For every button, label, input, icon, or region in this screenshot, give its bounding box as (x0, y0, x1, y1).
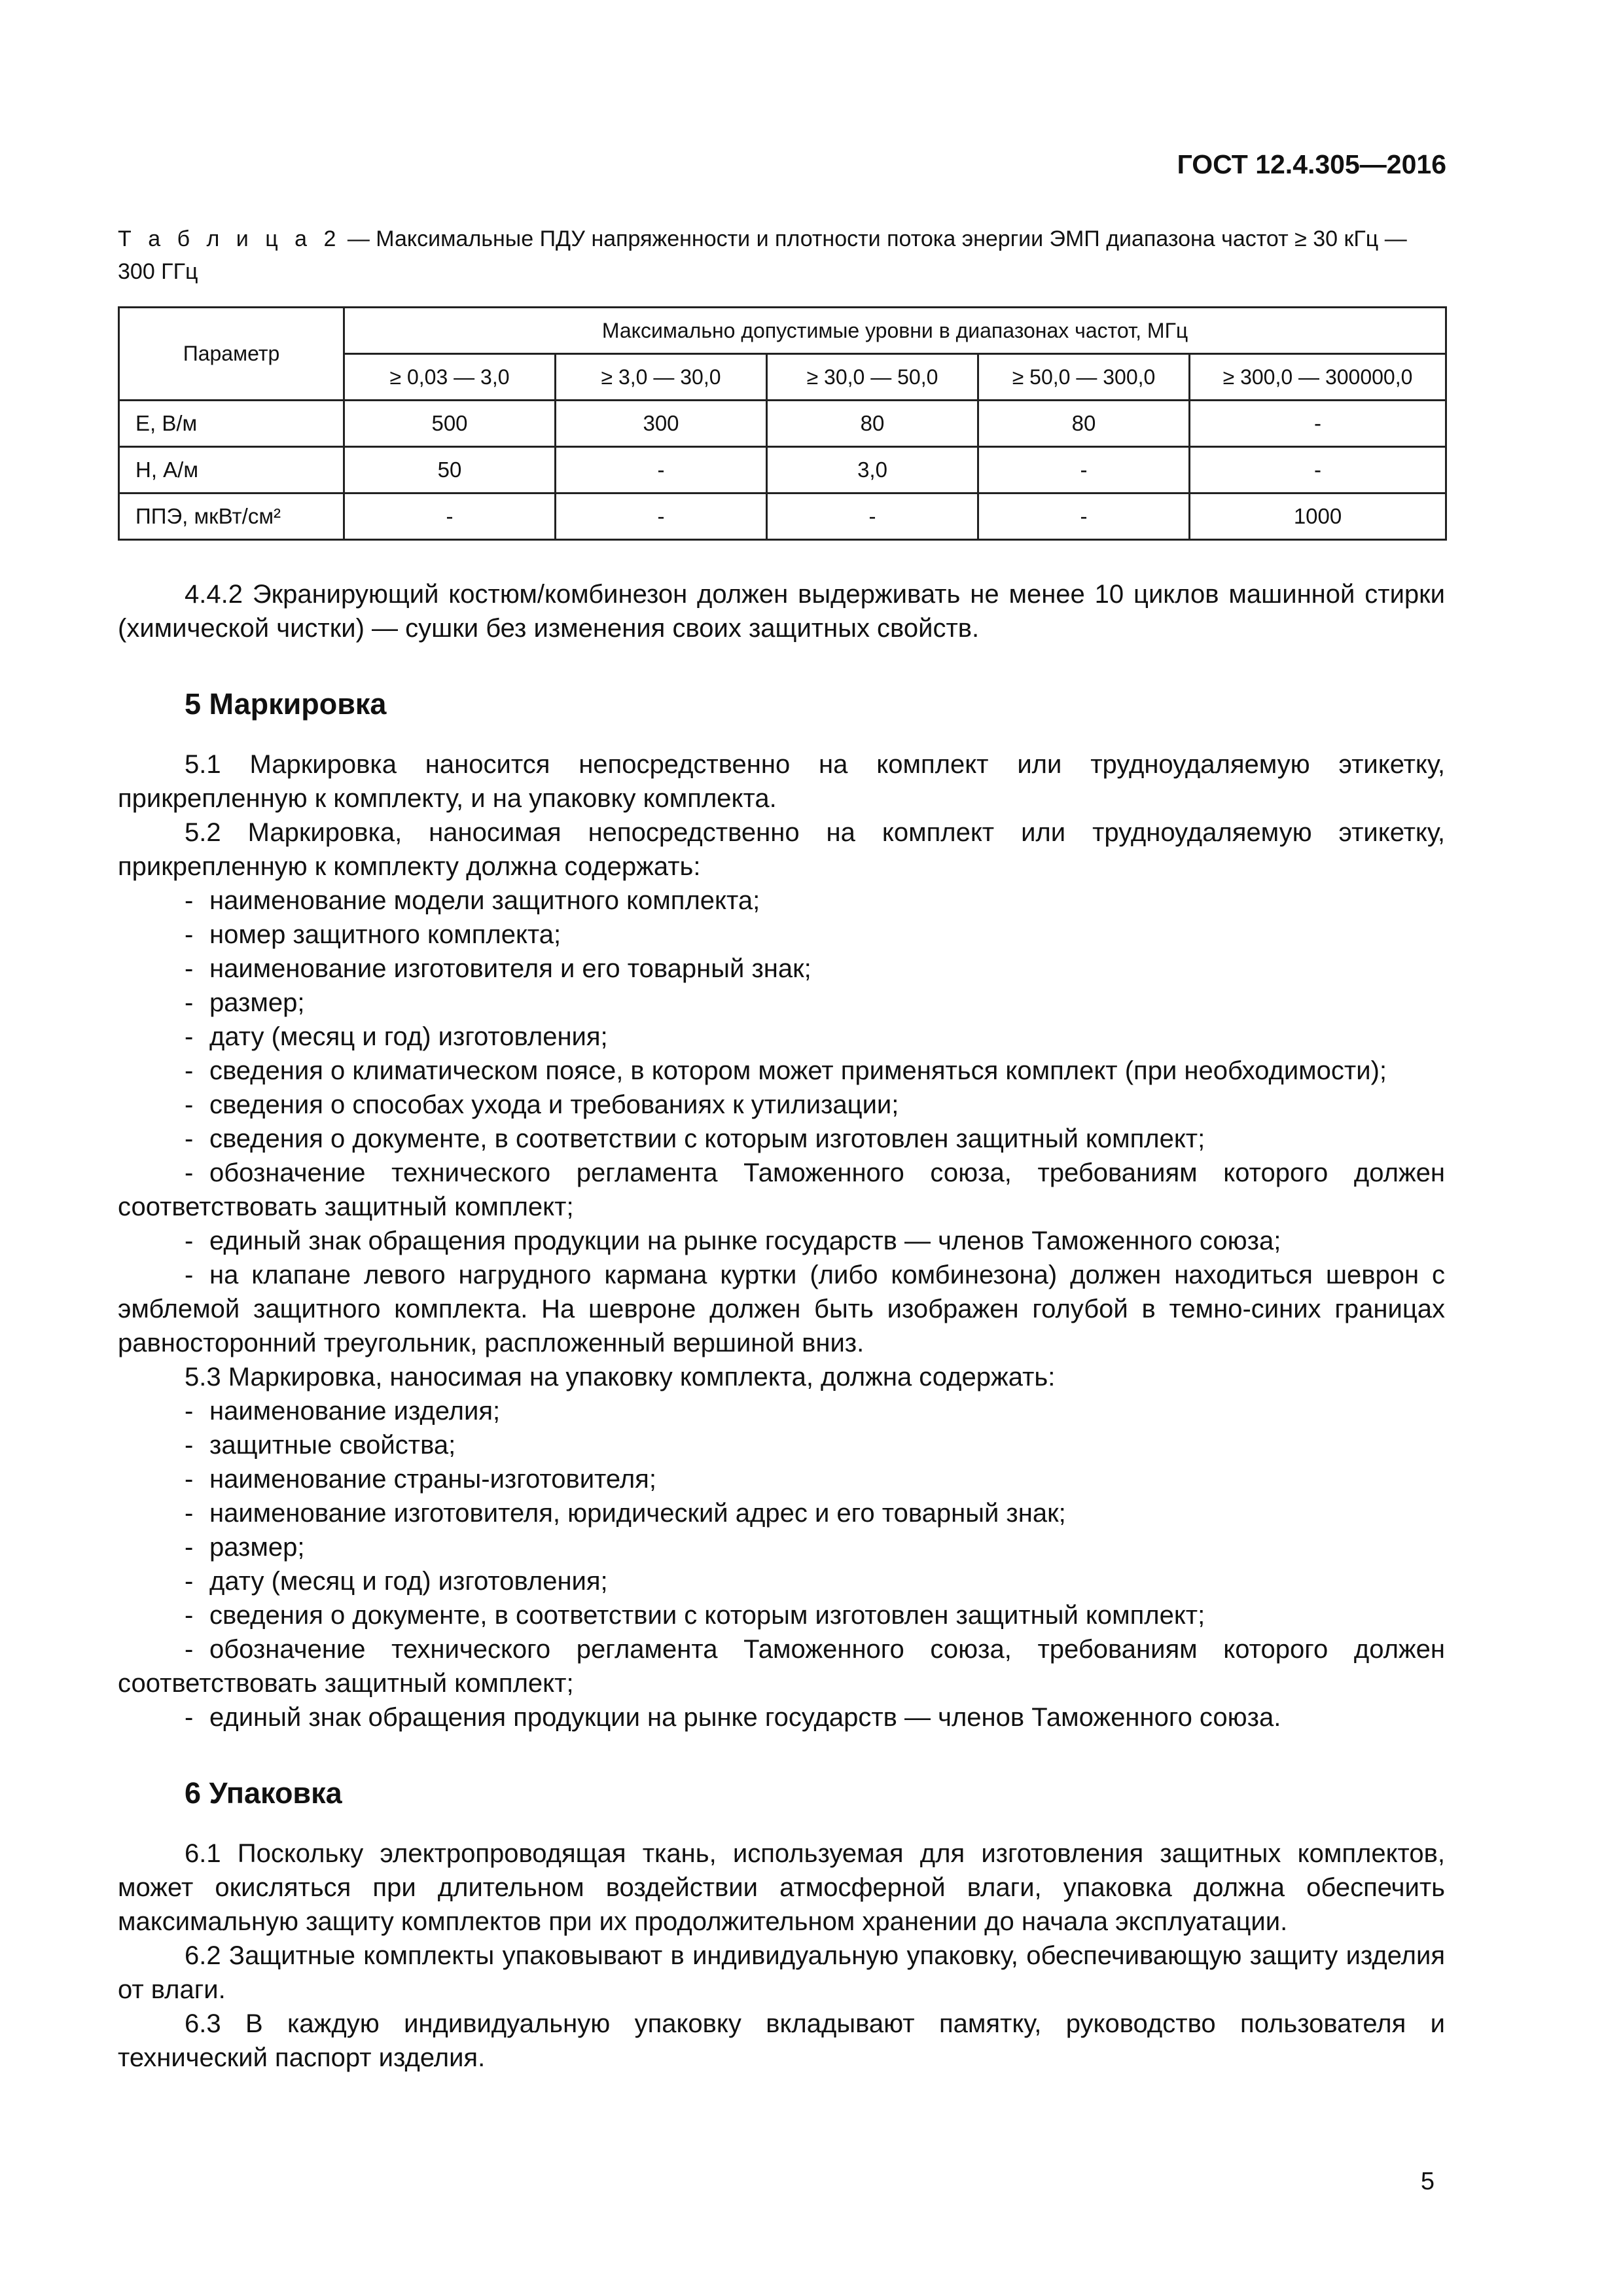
list-item-text: наименование изделия; (209, 1397, 501, 1426)
range-header: ≥ 300,0 — 300000,0 (1190, 354, 1446, 401)
list-item-text: единый знак обращения продукции на рынке государств — членов Таможенного союза; (209, 1227, 1281, 1255)
paragraph-5-1: 5.1 Маркировка наносится непосредственно на комплект или трудноудаляемую этикетку, прикрепленную к комплекту, и на упаковку комплекта. (118, 750, 1445, 813)
value-cell: 80 (978, 401, 1190, 447)
list-item-text: сведения о документе, в соответствии с которым изготовлен защитный комплект; (209, 1124, 1205, 1153)
paragraph-5-3: 5.3 Маркировка, наносимая на упаковку комплекта, должна содержать: (185, 1363, 1056, 1391)
paragraph-4-4-2: 4.4.2 Экранирующий костюм/комбинезон должен выдерживать не менее 10 циклов машинной стирки (химической чистки) — сушки без изменения своих защитных свойств. (118, 580, 1445, 643)
value-cell: 500 (344, 401, 556, 447)
section-heading-marking: 5 Маркировка (185, 687, 387, 721)
table-caption (118, 223, 1445, 288)
list-item-text: наименование изготовителя и его товарный знак; (209, 954, 812, 983)
list-item-text: дату (месяц и год) изготовления; (209, 1022, 608, 1051)
param-column-header: Параметр (119, 308, 344, 401)
dash-bullet: - (185, 1703, 194, 1732)
list-item (118, 1054, 1445, 1088)
list-item (118, 1462, 1445, 1496)
param-cell: Е, В/м (119, 401, 344, 447)
dash-bullet: - (185, 1601, 194, 1630)
list-item (118, 1122, 1445, 1156)
range-header: ≥ 3,0 — 30,0 (556, 354, 767, 401)
value-cell: 3,0 (767, 447, 978, 493)
list-item (118, 918, 1445, 952)
list-item-text: дату (месяц и год) изготовления; (209, 1567, 608, 1596)
paragraph-6-2: 6.2 Защитные комплекты упаковывают в индивидуальную упаковку, обеспечивающую защиту изделия от влаги. (118, 1941, 1445, 2004)
value-cell: - (344, 493, 556, 540)
dash-bullet: - (185, 1397, 194, 1426)
list-item-text: наименование изготовителя, юридический адрес и его товарный знак; (209, 1499, 1066, 1528)
list-item-text: обозначение технического регламента Таможенного союза, требованиям которого должен соответствовать защитный комплект; (118, 1158, 1445, 1221)
dash-bullet: - (185, 1056, 194, 1085)
list-item (118, 1632, 1445, 1700)
marking-list-product (118, 884, 1445, 1360)
dash-bullet: - (185, 1022, 194, 1051)
dash-bullet: - (185, 1431, 194, 1460)
paragraph-5-2: 5.2 Маркировка, наносимая непосредственно на комплект или трудноудаляемую этикетку, прикрепленную к комплекту должна содержать: (118, 818, 1445, 881)
page-number: 5 (1420, 2168, 1435, 2195)
dash-bullet: - (185, 1499, 194, 1528)
range-header: ≥ 0,03 — 3,0 (344, 354, 556, 401)
list-item (118, 884, 1445, 918)
dash-bullet: - (185, 1533, 194, 1562)
list-item (118, 952, 1445, 986)
dash-bullet: - (185, 954, 194, 983)
value-cell: 1000 (1190, 493, 1446, 540)
dash-bullet: - (185, 1465, 194, 1494)
dash-bullet: - (185, 886, 194, 915)
dash-bullet: - (185, 1635, 194, 1664)
value-cell: - (767, 493, 978, 540)
list-item-text: наименование страны-изготовителя; (209, 1465, 656, 1494)
dash-bullet: - (185, 1227, 194, 1255)
value-cell: 300 (556, 401, 767, 447)
emf-limits-table (118, 306, 1447, 541)
list-item-text: размер; (209, 988, 305, 1017)
list-item-text: обозначение технического регламента Таможенного союза, требованиям которого должен соответствовать защитный комплект; (118, 1635, 1445, 1698)
list-item (118, 1428, 1445, 1462)
range-header: ≥ 50,0 — 300,0 (978, 354, 1190, 401)
list-item (118, 1020, 1445, 1054)
list-item (118, 1496, 1445, 1530)
dash-bullet: - (185, 920, 194, 949)
list-item (118, 1258, 1445, 1360)
value-cell: 80 (767, 401, 978, 447)
value-cell: - (1190, 447, 1446, 493)
dash-bullet: - (185, 1261, 194, 1289)
page-content (118, 223, 1445, 2075)
table-row (119, 447, 1446, 493)
marking-list-package (118, 1394, 1445, 1734)
list-item (118, 1700, 1445, 1734)
list-item (118, 1598, 1445, 1632)
table-row (119, 401, 1446, 447)
value-cell: - (1190, 401, 1446, 447)
list-item-text: сведения о способах ухода и требованиях к утилизации; (209, 1090, 899, 1119)
dash-bullet: - (185, 1090, 194, 1119)
list-item (118, 1530, 1445, 1564)
list-item (118, 1394, 1445, 1428)
dash-bullet: - (185, 988, 194, 1017)
dash-bullet: - (185, 1124, 194, 1153)
list-item-text: сведения о климатическом поясе, в котором может применяться комплект (при необходимости); (209, 1056, 1387, 1085)
param-cell: ППЭ, мкВт/см² (119, 493, 344, 540)
paragraph-6-1: 6.1 Поскольку электропроводящая ткань, используемая для изготовления защитных комплектов, может окисляться при длительном воздействии атмосферной влаги, упаковка должна обеспечить максимальную защиту комплектов при их продолжительном хранении до начала эксплуатации. (118, 1839, 1445, 1936)
list-item-text: номер защитного комплекта; (209, 920, 562, 949)
table-header-row (119, 308, 1446, 354)
list-item-text: наименование модели защитного комплекта; (209, 886, 760, 915)
list-item-text: сведения о документе, в соответствии с которым изготовлен защитный комплект; (209, 1601, 1205, 1630)
section-heading-packaging: 6 Упаковка (185, 1776, 342, 1810)
frequency-group-header: Максимально допустимые уровни в диапазонах частот, МГц (344, 308, 1446, 354)
document-number-header: ГОСТ 12.4.305—2016 (1177, 149, 1446, 179)
list-item-text: размер; (209, 1533, 305, 1562)
table-caption-text: — Максимальные ПДУ напряженности и плотности потока энергии ЭМП диапазона частот ≥ 30 кГц — 300 ГГц (118, 226, 1407, 284)
value-cell: - (978, 493, 1190, 540)
list-item (118, 1088, 1445, 1122)
value-cell: - (556, 447, 767, 493)
list-item-text: на клапане левого нагрудного кармана куртки (либо комбинезона) должен находиться шеврон с эмблемой защитного комплекта. На шевроне должен быть изображен голубой в темно-синих границах равносторонний треугольник, распложенный вершиной вниз. (118, 1261, 1445, 1357)
value-cell: 50 (344, 447, 556, 493)
value-cell: - (978, 447, 1190, 493)
list-item (118, 1224, 1445, 1258)
value-cell: - (556, 493, 767, 540)
list-item (118, 986, 1445, 1020)
dash-bullet: - (185, 1158, 194, 1187)
list-item-text: защитные свойства; (209, 1431, 456, 1460)
param-cell: Н, А/м (119, 447, 344, 493)
paragraph-6-3: 6.3 В каждую индивидуальную упаковку вкладывают памятку, руководство пользователя и технический паспорт изделия. (118, 2009, 1445, 2072)
range-header: ≥ 30,0 — 50,0 (767, 354, 978, 401)
table-row (119, 493, 1446, 540)
list-item (118, 1564, 1445, 1598)
list-item-text: единый знак обращения продукции на рынке государств — членов Таможенного союза. (209, 1703, 1281, 1732)
dash-bullet: - (185, 1567, 194, 1596)
table-caption-label: Т а б л и ц а 2 (118, 226, 342, 251)
list-item (118, 1156, 1445, 1224)
